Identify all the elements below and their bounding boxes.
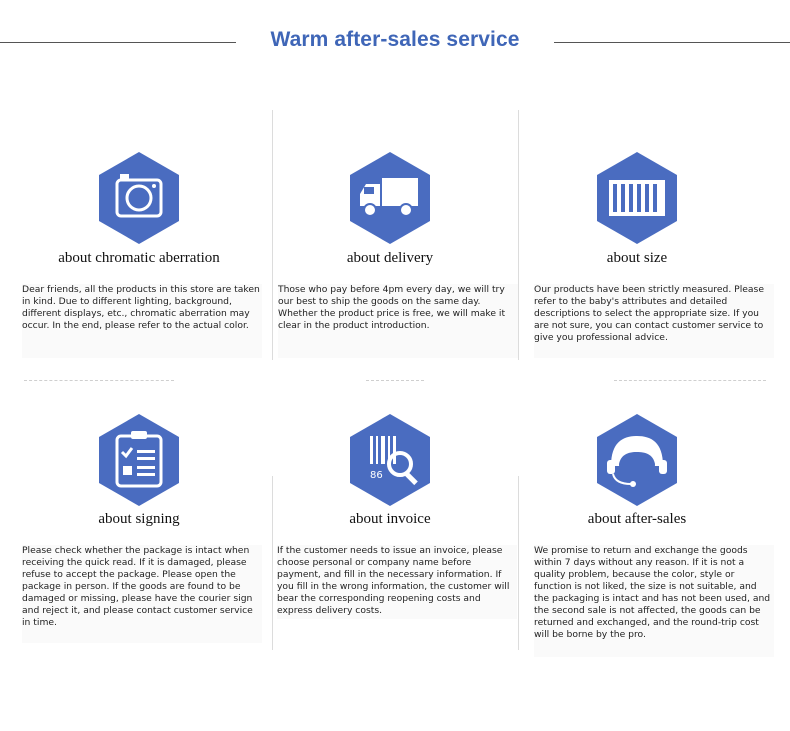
container-icon: [595, 150, 679, 246]
row-divider: [614, 380, 766, 381]
card-heading: about delivery: [346, 250, 434, 266]
card-description: Our products have been strictly measured. Please refer to the baby's attributes and detailed descriptions to select the appropriate size. If you are not sure, you can contact customer service to give you professional advice.: [534, 284, 774, 358]
column-divider: [272, 110, 273, 360]
clipboard-checklist-icon: [97, 412, 181, 508]
column-divider: [518, 476, 519, 650]
column-divider: [272, 476, 273, 650]
headset-agent-icon: [595, 412, 679, 508]
camera-icon: [97, 150, 181, 246]
row-divider: [366, 380, 424, 381]
card-description: If the customer needs to issue an invoice, please choose personal or company name before payment, and fill in the necessary information. If you fill in the wrong information, the customer will bear the corresponding reopening costs and express delivery costs.: [277, 545, 517, 619]
card-heading: about chromatic aberration: [58, 250, 220, 266]
card-heading: about size: [606, 250, 668, 266]
card-description: Those who pay before 4pm every day, we will try our best to ship the goods on the same day. Whether the product price is free, we will make it clear in the product introduction.: [278, 284, 518, 358]
barcode-search-icon: [348, 412, 432, 508]
card-heading: about signing: [98, 511, 180, 527]
truck-icon: [348, 150, 432, 246]
card-description: Dear friends, all the products in this store are taken in kind. Due to different lighting, background, different displays, etc., chromatic aberration may occur. In the end, please refer to the actual color.: [22, 284, 262, 358]
card-heading: about after-sales: [587, 511, 687, 527]
column-divider: [518, 110, 519, 360]
row-divider: [24, 380, 174, 381]
page-title: Warm after-sales service: [270, 28, 520, 51]
barcode-number: 86: [370, 470, 383, 481]
card-heading: about invoice: [349, 511, 431, 527]
card-description: We promise to return and exchange the goods within 7 days without any reason. If it is not a quality problem, because the color, style or function is not liked, the size is not suitable, and the packaging is intact and has not been used, and the second sale is not affected, the goods can be returned and exchanged, and the round-trip cost will be borne by the pro.: [534, 545, 774, 657]
card-description: Please check whether the package is intact when receiving the quick read. If it is damaged, please refuse to accept the package. Please open the package in person. If the goods are found to be damaged or missing, please have the courier sign and reject it, and please contact customer service in time.: [22, 545, 262, 643]
